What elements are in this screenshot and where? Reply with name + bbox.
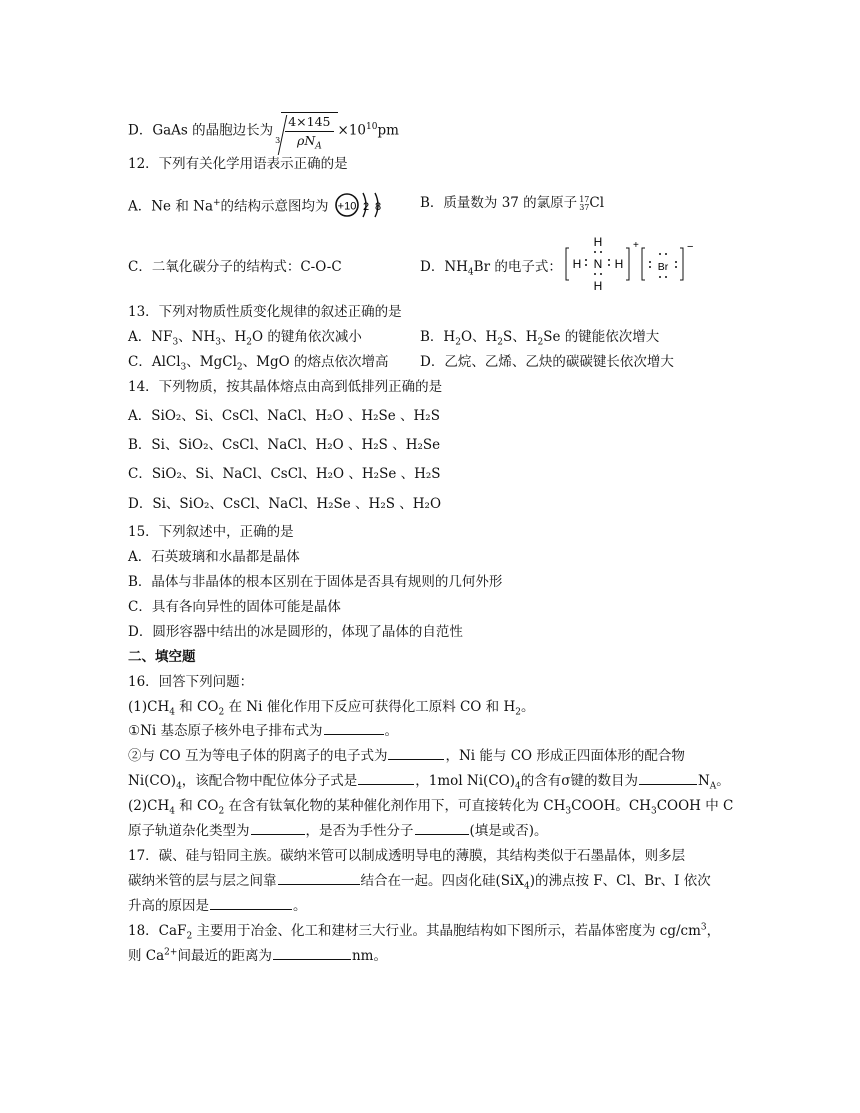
answer-blank[interactable] (251, 822, 305, 835)
t: 。 (716, 773, 730, 789)
answer-blank[interactable] (278, 872, 360, 885)
q14-option-a: A．SiO₂、Si、CsCl、NaCl、H₂O 、H₂Se 、H₂S (128, 408, 440, 424)
s: 2 (455, 337, 461, 348)
q12-option-c: C．二氧化碳分子的结构式：C-O-C (128, 259, 342, 275)
q17-line2 (128, 872, 711, 890)
t: 则 Ca (128, 948, 165, 964)
option-a-suffix: 的结构示意图均为 (220, 198, 329, 215)
t: COOH。CH (571, 798, 651, 814)
t: C．AlCl (128, 354, 181, 370)
denominator (285, 132, 333, 150)
t: ，1mol Ni(CO) (415, 773, 515, 789)
s: 3 (700, 922, 707, 933)
t: COOH 中 C (656, 798, 734, 814)
q15-option-b: B．晶体与非晶体的根本区别在于固体是否具有规则的几何外形 (128, 574, 503, 590)
s: 4 (515, 781, 521, 792)
t: ②与 CO 互为等电子体的阴离子的电子式为 (128, 748, 388, 764)
fraction (285, 113, 333, 150)
s: 3 (172, 337, 179, 348)
t: 碳纳米管的层与层之间靠 (128, 873, 277, 889)
root-index: 3 (275, 136, 281, 145)
option-d-suffix: Br 的电子式： (473, 259, 562, 275)
q14-stem: 14．下列物质，按其晶体熔点由高到低排列正确的是 (128, 379, 443, 395)
t: A．NF (128, 329, 173, 345)
h-top: H (593, 235, 603, 249)
q16-sub2 (128, 747, 685, 765)
shell-2: 8 (374, 201, 381, 213)
q14-option-b: B．Si、SiO₂、CsCl、NaCl、H₂O 、H₂S 、H₂Se (128, 437, 441, 453)
t: ， (706, 923, 721, 939)
t: ，是否为手性分子 (305, 823, 414, 839)
s: 2 (186, 931, 193, 942)
q13-stem: 13．下列对物质性质变化规律的叙述正确的是 (128, 304, 402, 320)
s: 3 (215, 337, 221, 348)
nh4br-electron-formula (563, 234, 703, 294)
answer-blank[interactable] (388, 747, 444, 760)
sub: 4 (467, 267, 474, 278)
t: 。 (293, 898, 307, 914)
mass-number-sub: 37 (579, 202, 590, 212)
q18-line2 (128, 947, 387, 965)
n-atom: N (593, 257, 603, 271)
q15-option-c: C．具有各向异性的固体可能是晶体 (128, 599, 341, 615)
s: 3 (180, 362, 187, 373)
t: ①Ni 基态原子核外电子排布式为 (128, 723, 323, 739)
s: 4 (169, 806, 175, 817)
s: 2 (515, 707, 521, 718)
s: 3 (565, 806, 572, 817)
nucleus-label: +10 (337, 200, 357, 213)
q15-option-a: A．石英玻璃和水晶都是晶体 (128, 549, 300, 565)
t: 、NH (178, 329, 216, 345)
formula-tail: ×10 (337, 122, 367, 139)
t: )的沸点按 F、Cl、Br、I 依次 (529, 873, 711, 889)
q15-option-d: D．圆形容器中结出的冰是圆形的，体现了晶体的自范性 (128, 624, 463, 640)
q12-option-b (420, 194, 604, 212)
s: 2 (218, 806, 225, 817)
section-heading: 二、填空题 (128, 649, 196, 665)
q16-part2 (128, 797, 733, 815)
t: 。 (384, 723, 399, 739)
atom-structure-diagram (333, 194, 395, 220)
q16-sub2-cont (128, 772, 730, 790)
answer-blank[interactable] (639, 772, 697, 785)
t: O、H (460, 329, 498, 345)
s: 2 (497, 337, 504, 348)
s: A (709, 781, 717, 792)
exponent: 10 (366, 122, 378, 132)
s: 4 (176, 781, 182, 792)
t: 18．CaF (128, 923, 187, 939)
numerator: 4×145 (285, 113, 333, 132)
answer-blank[interactable] (358, 772, 414, 785)
br-atom: Br (657, 261, 669, 273)
t: O 的键角依次减小 (252, 329, 362, 345)
answer-blank[interactable] (324, 722, 384, 735)
option-a-text: A．Ne 和 Na (128, 198, 213, 215)
t: 和 CO (174, 699, 219, 715)
q11-option-d (128, 112, 399, 150)
t: ，Ni 能与 CO 形成正四面体形的配合物 (445, 748, 685, 764)
s: 2 (236, 362, 243, 373)
s: 2 (537, 337, 544, 348)
q13-option-d: D．乙烷、乙烯、乙炔的碳碳键长依次增大 (420, 354, 674, 370)
q12-option-d (420, 258, 562, 276)
t: 间最近的距离为 (177, 948, 272, 964)
t: Ni(CO) (128, 773, 177, 789)
q13-option-c (128, 353, 388, 371)
t: nm。 (351, 948, 387, 964)
t: 。 (520, 699, 535, 715)
q16-stem: 16．回答下列问题： (128, 674, 254, 690)
q14-option-d: D．Si、SiO₂、CsCl、NaCl、H₂Se 、H₂S 、H₂O (128, 496, 442, 512)
q16-part2-cont (128, 822, 548, 840)
t: 原子轨道杂化类型为 (128, 823, 250, 839)
charge: + (213, 198, 221, 208)
q12-stem: 12．下列有关化学用语表示正确的是 (128, 156, 348, 172)
q16-part1 (128, 698, 534, 716)
t: 、H (221, 329, 247, 345)
t: 升高的原因是 (128, 898, 209, 914)
q15-stem: 15．下列叙述中，正确的是 (128, 524, 294, 540)
element-symbol: Cl (589, 195, 605, 211)
answer-blank[interactable] (273, 947, 351, 960)
t: (1)CH (128, 699, 170, 715)
t: B．H (420, 329, 456, 345)
option-text: D．GaAs 的晶胞边长为 (128, 122, 274, 139)
s: 4 (169, 707, 175, 718)
q14-option-c: C．SiO₂、Si、NaCl、CsCl、H₂O 、H₂Se 、H₂S (128, 466, 441, 482)
t: 主要用于冶金、化工和建材三大行业。其晶胞结构如下图所示，若晶体密度为 cg/cm (192, 923, 701, 939)
answer-blank[interactable] (210, 897, 292, 910)
h-bottom: H (593, 279, 603, 293)
minus-charge: − (687, 241, 694, 253)
t: (填是或否)。 (469, 823, 548, 839)
t: 、MgO 的熔点依次增高 (242, 354, 389, 370)
denominator-sub: A (315, 141, 322, 152)
answer-blank[interactable] (415, 822, 469, 835)
t: 的含有σ键的数目为 (520, 773, 638, 789)
q13-option-b (420, 328, 659, 346)
q17-line3 (128, 897, 307, 915)
t: 在 Ni 催化作用下反应可获得化工原料 CO 和 H (224, 699, 516, 715)
option-b-text: B．质量数为 37 的氯原子 (420, 195, 578, 211)
isotope-numbers (579, 196, 589, 212)
t: ，该配合物中配位体分子式是 (181, 773, 358, 789)
t: 和 CO (174, 798, 219, 814)
denominator-text: ρN (296, 133, 316, 148)
t: 、MgCl (186, 354, 237, 370)
t: S、H (503, 329, 538, 345)
shell-1: 2 (362, 201, 369, 213)
t: 在含有钛氧化物的某种催化剂作用下，可直接转化为 CH (224, 798, 566, 814)
h-left: H (572, 257, 582, 271)
q17-line1: 17．碳、硅与铅同主族。碳纳米管可以制成透明导电的薄膜，其结构类似于石墨晶体，则多层 (128, 848, 686, 864)
t: (2)CH (128, 798, 170, 814)
s: 3 (650, 806, 657, 817)
radical (281, 112, 337, 150)
t: N (697, 773, 710, 789)
atomic-number-sup: 17 (579, 194, 590, 204)
q16-sub1 (128, 722, 398, 740)
cube-root-formula (273, 112, 337, 150)
plus-charge: + (633, 240, 639, 251)
q13-option-a (128, 328, 362, 346)
option-d-text: D．NH (420, 259, 468, 275)
q12-option-a (128, 194, 395, 220)
s: 2 (218, 707, 225, 718)
t: 结合在一起。四卤化硅(SiX (360, 873, 524, 889)
t: Se 的键能依次增大 (543, 329, 660, 345)
s: 2+ (164, 947, 178, 958)
q18-line1 (128, 922, 720, 940)
unit: pm (377, 122, 399, 139)
h-right: H (614, 257, 624, 271)
s: 2 (246, 337, 253, 348)
s: 4 (523, 881, 530, 892)
